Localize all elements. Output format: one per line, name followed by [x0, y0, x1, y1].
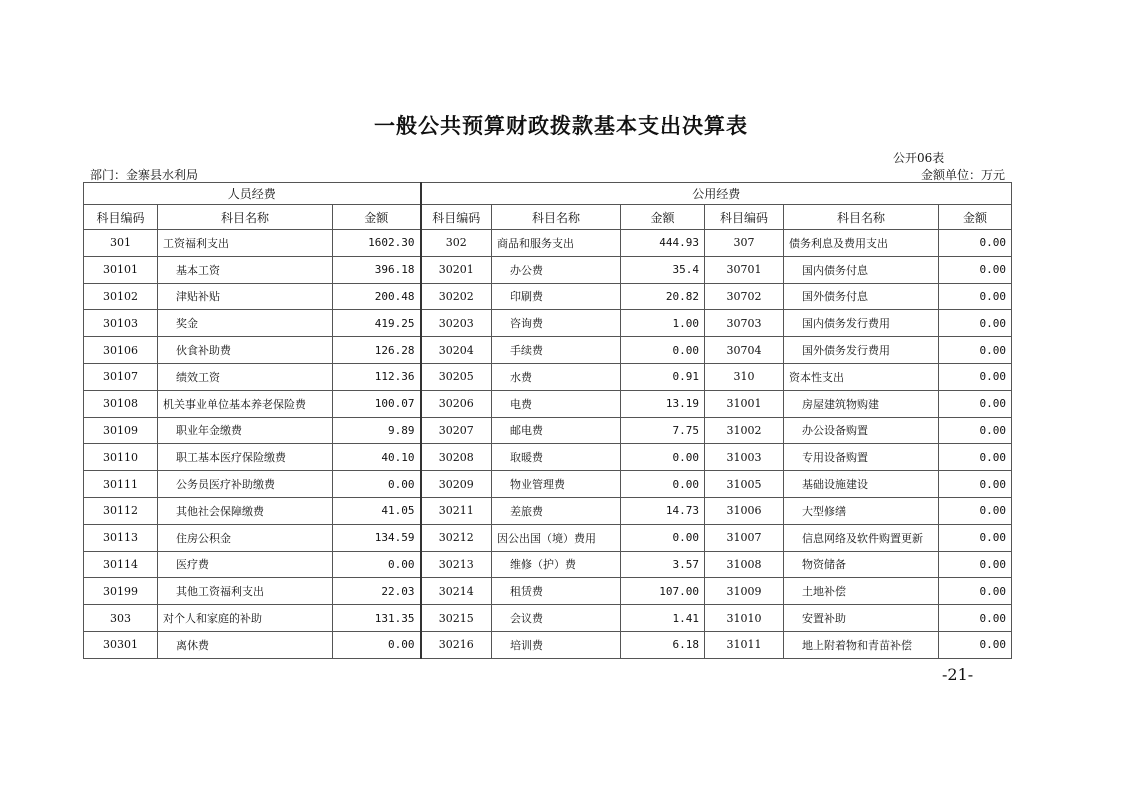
subject-code: 31007 — [705, 524, 784, 551]
subject-code: 31011 — [705, 631, 784, 658]
subject-name: 资本性支出 — [784, 363, 939, 390]
header-name: 科目名称 — [158, 205, 333, 230]
amount: 0.00 — [939, 310, 1012, 337]
subject-code: 31001 — [705, 390, 784, 417]
subject-name: 土地补偿 — [784, 578, 939, 605]
subject-name: 因公出国（境）费用 — [492, 524, 621, 551]
subject-name: 绩效工资 — [158, 363, 333, 390]
subject-name: 其他工资福利支出 — [158, 578, 333, 605]
amount: 14.73 — [621, 497, 705, 524]
amount: 20.82 — [621, 283, 705, 310]
amount: 419.25 — [333, 310, 421, 337]
subject-code: 31010 — [705, 605, 784, 632]
subject-name: 住房公积金 — [158, 524, 333, 551]
subject-name: 培训费 — [492, 631, 621, 658]
subject-name: 电费 — [492, 390, 621, 417]
subject-name: 信息网络及软件购置更新 — [784, 524, 939, 551]
subject-code: 30103 — [84, 310, 158, 337]
subject-code: 30209 — [421, 471, 492, 498]
header-name: 科目名称 — [492, 205, 621, 230]
amount: 22.03 — [333, 578, 421, 605]
subject-code: 31006 — [705, 497, 784, 524]
amount: 0.00 — [333, 631, 421, 658]
subject-code: 30212 — [421, 524, 492, 551]
amount: 3.57 — [621, 551, 705, 578]
table-row — [84, 230, 1012, 257]
subject-code: 30108 — [84, 390, 158, 417]
subject-name: 水费 — [492, 363, 621, 390]
amount: 107.00 — [621, 578, 705, 605]
subject-code: 30214 — [421, 578, 492, 605]
amount: 131.35 — [333, 605, 421, 632]
amount: 112.36 — [333, 363, 421, 390]
amount: 0.00 — [333, 551, 421, 578]
subject-code: 30106 — [84, 337, 158, 364]
subject-code: 30201 — [421, 256, 492, 283]
subject-code: 30199 — [84, 578, 158, 605]
table-row — [84, 497, 1012, 524]
expenditure-table — [83, 182, 1012, 659]
page-number: -21- — [942, 665, 974, 684]
subject-code: 30101 — [84, 256, 158, 283]
subject-code: 302 — [421, 230, 492, 257]
table-row — [84, 363, 1012, 390]
amount: 0.00 — [939, 497, 1012, 524]
amount: 0.00 — [939, 524, 1012, 551]
group-personnel: 人员经费 — [84, 183, 421, 205]
amount: 134.59 — [333, 524, 421, 551]
amount: 0.00 — [939, 551, 1012, 578]
amount: 0.00 — [939, 417, 1012, 444]
subject-code: 30203 — [421, 310, 492, 337]
column-header-row — [84, 205, 1012, 230]
amount: 0.00 — [939, 363, 1012, 390]
amount: 0.00 — [621, 524, 705, 551]
table-row — [84, 605, 1012, 632]
table-row — [84, 524, 1012, 551]
subject-name: 取暖费 — [492, 444, 621, 471]
amount: 6.18 — [621, 631, 705, 658]
subject-code: 30109 — [84, 417, 158, 444]
subject-name: 手续费 — [492, 337, 621, 364]
subject-code: 30211 — [421, 497, 492, 524]
subject-name: 租赁费 — [492, 578, 621, 605]
subject-code: 30215 — [421, 605, 492, 632]
subject-code: 30704 — [705, 337, 784, 364]
amount: 0.00 — [939, 578, 1012, 605]
subject-name: 商品和服务支出 — [492, 230, 621, 257]
amount: 0.00 — [939, 444, 1012, 471]
subject-name: 国外债务付息 — [784, 283, 939, 310]
subject-code: 30701 — [705, 256, 784, 283]
subject-code: 30114 — [84, 551, 158, 578]
subject-name: 办公设备购置 — [784, 417, 939, 444]
amount: 0.00 — [939, 605, 1012, 632]
subject-name: 医疗费 — [158, 551, 333, 578]
header-name: 科目名称 — [784, 205, 939, 230]
group-public: 公用经费 — [421, 183, 1012, 205]
table-row — [84, 390, 1012, 417]
table-row — [84, 551, 1012, 578]
subject-name: 职业年金缴费 — [158, 417, 333, 444]
amount: 9.89 — [333, 417, 421, 444]
table-row — [84, 631, 1012, 658]
subject-code: 30113 — [84, 524, 158, 551]
subject-name: 奖金 — [158, 310, 333, 337]
subject-name: 国外债务发行费用 — [784, 337, 939, 364]
subject-name: 离休费 — [158, 631, 333, 658]
subject-name: 印刷费 — [492, 283, 621, 310]
table-row — [84, 337, 1012, 364]
amount: 396.18 — [333, 256, 421, 283]
subject-code: 31005 — [705, 471, 784, 498]
amount: 0.00 — [939, 390, 1012, 417]
subject-code: 30213 — [421, 551, 492, 578]
subject-name: 维修（护）费 — [492, 551, 621, 578]
subject-code: 30110 — [84, 444, 158, 471]
subject-name: 地上附着物和青苗补偿 — [784, 631, 939, 658]
amount: 126.28 — [333, 337, 421, 364]
subject-name: 国内债务付息 — [784, 256, 939, 283]
subject-code: 307 — [705, 230, 784, 257]
subject-code: 30703 — [705, 310, 784, 337]
amount: 35.4 — [621, 256, 705, 283]
amount: 1.00 — [621, 310, 705, 337]
subject-name: 邮电费 — [492, 417, 621, 444]
amount: 0.00 — [333, 471, 421, 498]
subject-code: 31008 — [705, 551, 784, 578]
subject-code: 31003 — [705, 444, 784, 471]
amount: 100.07 — [333, 390, 421, 417]
amount: 40.10 — [333, 444, 421, 471]
amount: 0.00 — [621, 337, 705, 364]
subject-code: 30301 — [84, 631, 158, 658]
subject-name: 基本工资 — [158, 256, 333, 283]
table-row — [84, 256, 1012, 283]
page-title: 一般公共预算财政拨款基本支出决算表 — [374, 113, 748, 138]
table-row — [84, 310, 1012, 337]
subject-code: 30207 — [421, 417, 492, 444]
unit-label: 金额单位：万元 — [920, 168, 1005, 182]
subject-code: 30206 — [421, 390, 492, 417]
subject-name: 对个人和家庭的补助 — [158, 605, 333, 632]
amount: 13.19 — [621, 390, 705, 417]
header-code: 科目编码 — [421, 205, 492, 230]
amount: 0.00 — [939, 283, 1012, 310]
subject-code: 310 — [705, 363, 784, 390]
subject-code: 30112 — [84, 497, 158, 524]
subject-name: 国内债务发行费用 — [784, 310, 939, 337]
table-row — [84, 444, 1012, 471]
subject-name: 物资储备 — [784, 551, 939, 578]
subject-name: 专用设备购置 — [784, 444, 939, 471]
department-label: 部门：金寨县水利局 — [90, 168, 199, 182]
subject-name: 津贴补贴 — [158, 283, 333, 310]
subject-name: 伙食补助费 — [158, 337, 333, 364]
subject-code: 30205 — [421, 363, 492, 390]
subject-code: 30208 — [421, 444, 492, 471]
subject-code: 30111 — [84, 471, 158, 498]
subject-name: 差旅费 — [492, 497, 621, 524]
subject-name: 办公费 — [492, 256, 621, 283]
table-row — [84, 283, 1012, 310]
header-amount: 金额 — [621, 205, 705, 230]
group-header-row — [84, 183, 1012, 205]
amount: 0.00 — [939, 631, 1012, 658]
amount: 0.00 — [939, 471, 1012, 498]
subject-name: 咨询费 — [492, 310, 621, 337]
subject-code: 30204 — [421, 337, 492, 364]
header-code: 科目编码 — [705, 205, 784, 230]
subject-code: 30102 — [84, 283, 158, 310]
subject-name: 安置补助 — [784, 605, 939, 632]
subject-name: 机关事业单位基本养老保险费 — [158, 390, 333, 417]
header-amount: 金额 — [333, 205, 421, 230]
subject-code: 30107 — [84, 363, 158, 390]
subject-name: 物业管理费 — [492, 471, 621, 498]
amount: 0.00 — [621, 444, 705, 471]
subject-name: 债务利息及费用支出 — [784, 230, 939, 257]
amount: 0.00 — [939, 230, 1012, 257]
table-row — [84, 471, 1012, 498]
table-row — [84, 578, 1012, 605]
subject-name: 房屋建筑物购建 — [784, 390, 939, 417]
subject-code: 30202 — [421, 283, 492, 310]
subject-name: 工资福利支出 — [158, 230, 333, 257]
subject-name: 职工基本医疗保险缴费 — [158, 444, 333, 471]
amount: 41.05 — [333, 497, 421, 524]
amount: 0.00 — [621, 471, 705, 498]
amount: 0.00 — [939, 256, 1012, 283]
header-amount: 金额 — [939, 205, 1012, 230]
amount: 1.41 — [621, 605, 705, 632]
subject-code: 301 — [84, 230, 158, 257]
subject-name: 大型修缮 — [784, 497, 939, 524]
subject-code: 30702 — [705, 283, 784, 310]
amount: 444.93 — [621, 230, 705, 257]
amount: 0.91 — [621, 363, 705, 390]
amount: 7.75 — [621, 417, 705, 444]
subject-code: 303 — [84, 605, 158, 632]
amount: 1602.30 — [333, 230, 421, 257]
amount: 200.48 — [333, 283, 421, 310]
subject-name: 其他社会保障缴费 — [158, 497, 333, 524]
amount: 0.00 — [939, 337, 1012, 364]
subject-code: 30216 — [421, 631, 492, 658]
subject-name: 会议费 — [492, 605, 621, 632]
table-row — [84, 417, 1012, 444]
subject-code: 31009 — [705, 578, 784, 605]
form-number: 公开06表 — [893, 151, 945, 165]
subject-name: 公务员医疗补助缴费 — [158, 471, 333, 498]
header-code: 科目编码 — [84, 205, 158, 230]
subject-name: 基础设施建设 — [784, 471, 939, 498]
subject-code: 31002 — [705, 417, 784, 444]
